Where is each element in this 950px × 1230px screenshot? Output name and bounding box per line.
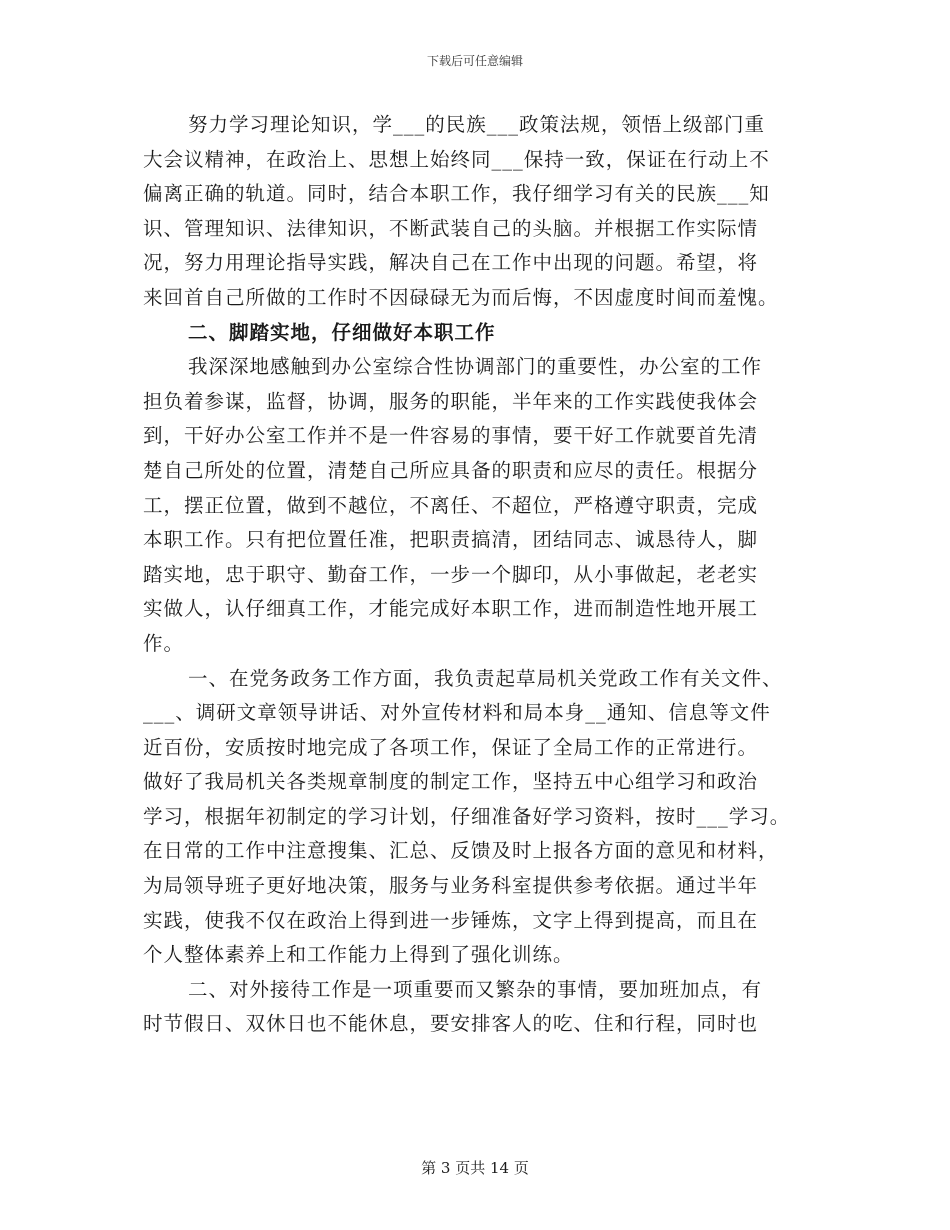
text-line: 实践，使我不仅在政治上得到进一步锤炼，文字上得到提高，而且在 [143, 908, 759, 932]
text-line: 时节假日、双休日也不能休息，要安排客人的吃、住和行程，同时也 [143, 1012, 759, 1036]
section-heading: 二、脚踏实地，仔细做好本职工作 [188, 320, 496, 344]
text-line: 识、管理知识、法律知识，不断武装自己的头脑。并根据工作实际情 [143, 216, 759, 240]
text-line: 到，干好办公室工作并不是一件容易的事情，要干好工作就要首先清 [143, 424, 759, 448]
text-line: 来回首自己所做的工作时不因碌碌无为而后悔，不因虚度时间而羞愧。 [143, 285, 779, 309]
text-line: 个人整体素养上和工作能力上得到了强化训练。 [143, 943, 574, 967]
text-line: ___、调研文章领导讲话、对外宣传材料和局本身__通知、信息等文件 [143, 701, 771, 725]
text-line: 在日常的工作中注意搜集、汇总、反馈及时上报各方面的意见和材料， [143, 839, 779, 863]
text-line: 况，努力用理论指导实践，解决自己在工作中出现的问题。希望，将 [143, 251, 759, 275]
text-line: 做好了我局机关各类规章制度的制定工作，坚持五中心组学习和政治 [143, 770, 759, 794]
page-footer: 第 3 页共 14 页 [421, 1159, 529, 1177]
text-line: 实做人，认仔细真工作，才能完成好本职工作，进而制造性地开展工 [143, 597, 759, 621]
text-line: 为局领导班子更好地决策，服务与业务科室提供参考依据。通过半年 [143, 874, 759, 898]
text-line: 工，摆正位置，做到不越位，不离任、不超位，严格遵守职责，完成 [143, 493, 759, 517]
document-body [143, 108, 823, 1042]
text-line: 学习，根据年初制定的学习计划，仔细准备好学习资料，按时___学习。 [143, 804, 791, 828]
text-line: 近百份，安质按时地完成了各项工作，保证了全局工作的正常进行。 [143, 735, 759, 759]
page-header: 下载后可任意编辑 [426, 54, 523, 68]
text-line: 二、对外接待工作是一项重要而又繁杂的事情，要加班加点，有 [188, 977, 763, 1001]
text-line: 本职工作。只有把位置任准，把职责搞清，团结同志、诚恳待人，脚 [143, 528, 759, 552]
text-line: 担负着参谋，监督，协调，服务的职能，半年来的工作实践使我体会 [143, 389, 759, 413]
text-line: 作。 [143, 631, 185, 655]
text-line: 楚自己所处的位置，清楚自己所应具备的职责和应尽的责任。根据分 [143, 458, 759, 482]
text-line: 努力学习理论知识，学___的民族___政策法规，领悟上级部门重 [188, 113, 766, 136]
text-line: 大会议精神，在政治上、思想上始终同___保持一致，保证在行动上不 [143, 147, 770, 171]
text-line: 一、在党务政务工作方面，我负责起草局机关党政工作有关文件、 [188, 666, 783, 690]
text-line: 偏离正确的轨道。同时，结合本职工作，我仔细学习有关的民族___知 [143, 182, 770, 206]
text-line: 踏实地，忠于职守、勤奋工作，一步一个脚印，从小事做起，老老实 [143, 562, 759, 586]
text-line: 我深深地感触到办公室综合性协调部门的重要性，办公室的工作 [188, 355, 763, 379]
